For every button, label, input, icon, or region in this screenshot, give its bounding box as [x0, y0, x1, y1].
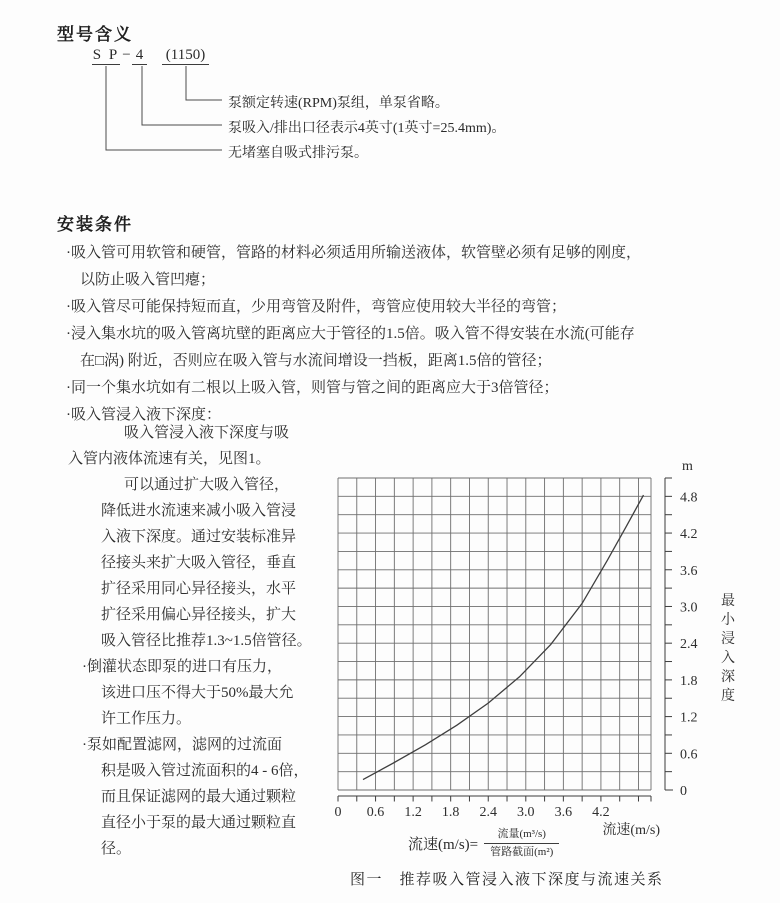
formula-numerator: 流量(m³/s) [484, 828, 559, 844]
svg-text:1.8: 1.8 [680, 673, 698, 689]
svg-text:0: 0 [680, 784, 687, 799]
install-left-column [68, 420, 348, 862]
text-line: ·吸入管浸入液下深度： [66, 407, 221, 423]
svg-text:3.0: 3.0 [680, 600, 698, 616]
x-axis [338, 796, 651, 802]
svg-text:1.8: 1.8 [441, 805, 460, 820]
svg-text:4.2: 4.2 [592, 805, 610, 820]
text-line: 入液下深度。通过安装标准异 [101, 529, 297, 545]
text-line: ·同一个集水坑如有二根以上吸入管，则管与管之间的距离应大于3倍管径； [66, 380, 559, 396]
chart-grid [338, 478, 651, 790]
svg-text:入: 入 [721, 651, 735, 666]
svg-text:最: 最 [721, 594, 735, 609]
text-line: 扩径采用偏心异径接头，扩大 [101, 607, 297, 623]
text-line: ·倒灌状态即泵的进口有压力， [82, 659, 282, 675]
text-line: 在□涡) 附近，否则应在吸入管与水流间增设一挡板，距离1.5倍的管径； [80, 353, 552, 369]
install-conditions-list [66, 240, 766, 429]
x-axis-label: 流速(m/s) [602, 823, 660, 838]
svg-text:1.2: 1.2 [404, 805, 422, 820]
text-line: 以防止吸入管凹瘪； [80, 272, 216, 288]
svg-text:深: 深 [721, 670, 735, 685]
depth-velocity-curve [363, 495, 644, 779]
text-line: 径接头来扩大吸入管径，垂直 [101, 555, 297, 571]
text-line: 可以通过扩大吸入管径， [124, 477, 290, 493]
text-line: 吸入管径比推荐1.3~1.5倍管径。 [101, 633, 312, 649]
model-note-speed: 泵额定转速(RPM)泵组，单泵省略。 [228, 96, 449, 111]
model-code-speed: (1150) [162, 46, 209, 65]
figure-caption: 图一 推荐吸入管浸入液下深度与流速关系 [350, 872, 664, 888]
formula-denominator: 管路截面(m²) [490, 846, 554, 858]
y-axis-label [721, 593, 736, 704]
svg-text:浸: 浸 [721, 632, 735, 647]
x-tick-labels [335, 805, 610, 820]
svg-text:2.4: 2.4 [680, 637, 698, 653]
svg-text:4.2: 4.2 [680, 527, 698, 543]
svg-text:2.4: 2.4 [479, 805, 497, 820]
model-code-dash: − [122, 47, 131, 63]
text-line: 直径小于泵的最大通过颗粒直 [101, 815, 297, 831]
svg-text:3.6: 3.6 [680, 563, 698, 579]
svg-text:小: 小 [721, 613, 735, 628]
svg-text:3.6: 3.6 [554, 805, 573, 820]
svg-text:3.0: 3.0 [517, 805, 535, 820]
svg-text:4.8: 4.8 [680, 490, 698, 506]
model-code-prefix: S P [92, 47, 120, 63]
text-line: ·泵如配置滤网，滤网的过流面 [82, 737, 282, 753]
text-line: ·吸入管尽可能保持短而直，少用弯管及附件，弯管应使用较大半径的弯管； [66, 299, 566, 315]
y-tick-labels [680, 490, 698, 799]
y-axis [665, 478, 673, 790]
text-line: 该进口压不得大于50%最大允 [101, 685, 294, 701]
text-line: 积是吸入管过流面积的4 - 6倍， [101, 763, 309, 779]
figure-1-area [330, 450, 780, 850]
y-axis-unit: m [682, 459, 693, 474]
formula-fraction [484, 828, 559, 859]
text-line: 降低进水流速来减小吸入管浸 [101, 503, 297, 519]
text-line: 许工作压力。 [101, 711, 192, 727]
text-line: 吸入管浸入液下深度与吸 [124, 425, 290, 441]
model-meaning-title: 型号含义 [57, 25, 133, 44]
text-line: ·浸入集水坑的吸入管离坑壁的距离应大于管径的1.5倍。吸入管不得安装在水流(可能存 [66, 326, 635, 342]
model-connector-lines [85, 58, 245, 158]
svg-text:0: 0 [334, 805, 342, 820]
svg-text:0.6: 0.6 [366, 805, 385, 820]
formula-lhs: 流速(m/s)= [408, 837, 479, 853]
svg-text:度: 度 [721, 689, 735, 704]
text-line: 而且保证滤网的最大通过颗粒 [101, 789, 297, 805]
text-line: 入管内液体流速有关，见图1。 [68, 451, 271, 467]
model-code-bore: 4 [132, 46, 147, 65]
text-line: 扩径采用同心异径接头，水平 [101, 581, 297, 597]
immersion-depth-chart [330, 450, 780, 850]
text-line: ·吸入管可用软管和硬管，管路的材料必须适用所输送液体，软管壁必须有足够的刚度， [66, 245, 641, 261]
model-note-bore: 泵吸入/排出口径表示4英寸(1英寸=25.4mm)。 [228, 121, 506, 136]
velocity-formula [408, 828, 559, 859]
text-line: 径。 [101, 841, 132, 857]
install-conditions-title: 安装条件 [57, 215, 133, 234]
svg-text:1.2: 1.2 [680, 710, 698, 726]
svg-text:0.6: 0.6 [680, 747, 698, 763]
model-note-type: 无堵塞自吸式排污泵。 [228, 146, 368, 161]
